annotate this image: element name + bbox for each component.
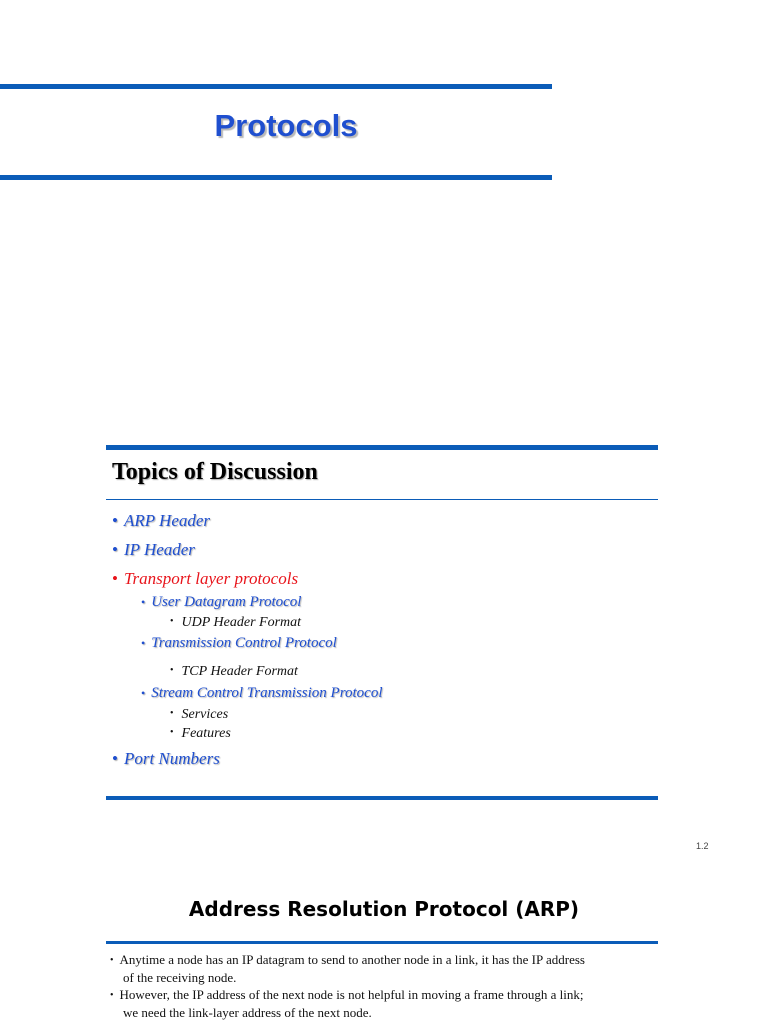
slide-title: Protocols <box>214 108 358 143</box>
arp-bullet-2: • However, the IP address of the next node is not helpful in moving a frame through a link; we need the link-layer address of the next node. <box>110 987 584 1020</box>
page-number: 1.2 <box>696 841 709 851</box>
bullet-icon: • <box>141 636 146 650</box>
bullet-icon: • <box>141 686 146 700</box>
bullet-icon: • <box>170 708 174 719</box>
topics-heading: Topics of Discussion <box>112 459 318 485</box>
topic-ip-header: • IP Header <box>112 540 195 559</box>
topic-transport-layer: • Transport layer protocols <box>112 569 299 588</box>
bullet-icon: • <box>170 727 174 738</box>
topics-rule-top <box>106 445 658 450</box>
arp-rule <box>106 941 658 944</box>
title-rule-bottom <box>0 175 552 180</box>
topic-services: • Services <box>170 707 229 722</box>
topic-tcp: • Transmission Control Protocol <box>141 635 337 651</box>
bullet-icon: • <box>110 990 114 1001</box>
topic-udp: • User Datagram Protocol <box>141 594 302 610</box>
bullet-icon: • <box>170 665 174 676</box>
arp-title: Address Resolution Protocol (ARP) <box>188 897 580 921</box>
bullet-icon: • <box>110 955 114 966</box>
topics-rule-bottom <box>106 796 658 800</box>
bullet-icon: • <box>112 569 118 588</box>
topic-sctp: • Stream Control Transmission Protocol <box>141 685 383 701</box>
bullet-icon: • <box>170 616 174 627</box>
topic-features: • Features <box>170 726 231 741</box>
bullet-icon: • <box>112 749 118 768</box>
bullet-icon: • <box>141 595 146 609</box>
arp-bullet-1: • Anytime a node has an IP datagram to send to another node in a link, it has the IP address of the receiving node. <box>110 952 585 985</box>
bullet-icon: • <box>112 511 118 530</box>
title-rule-top <box>0 84 552 89</box>
topic-port-numbers: • Port Numbers <box>112 749 220 768</box>
topic-arp-header: • ARP Header <box>112 511 211 530</box>
topic-udp-header-format: • UDP Header Format <box>170 615 302 630</box>
topic-tcp-header-format: • TCP Header Format <box>170 664 298 679</box>
topics-rule-thin <box>106 499 658 500</box>
bullet-icon: • <box>112 540 118 559</box>
